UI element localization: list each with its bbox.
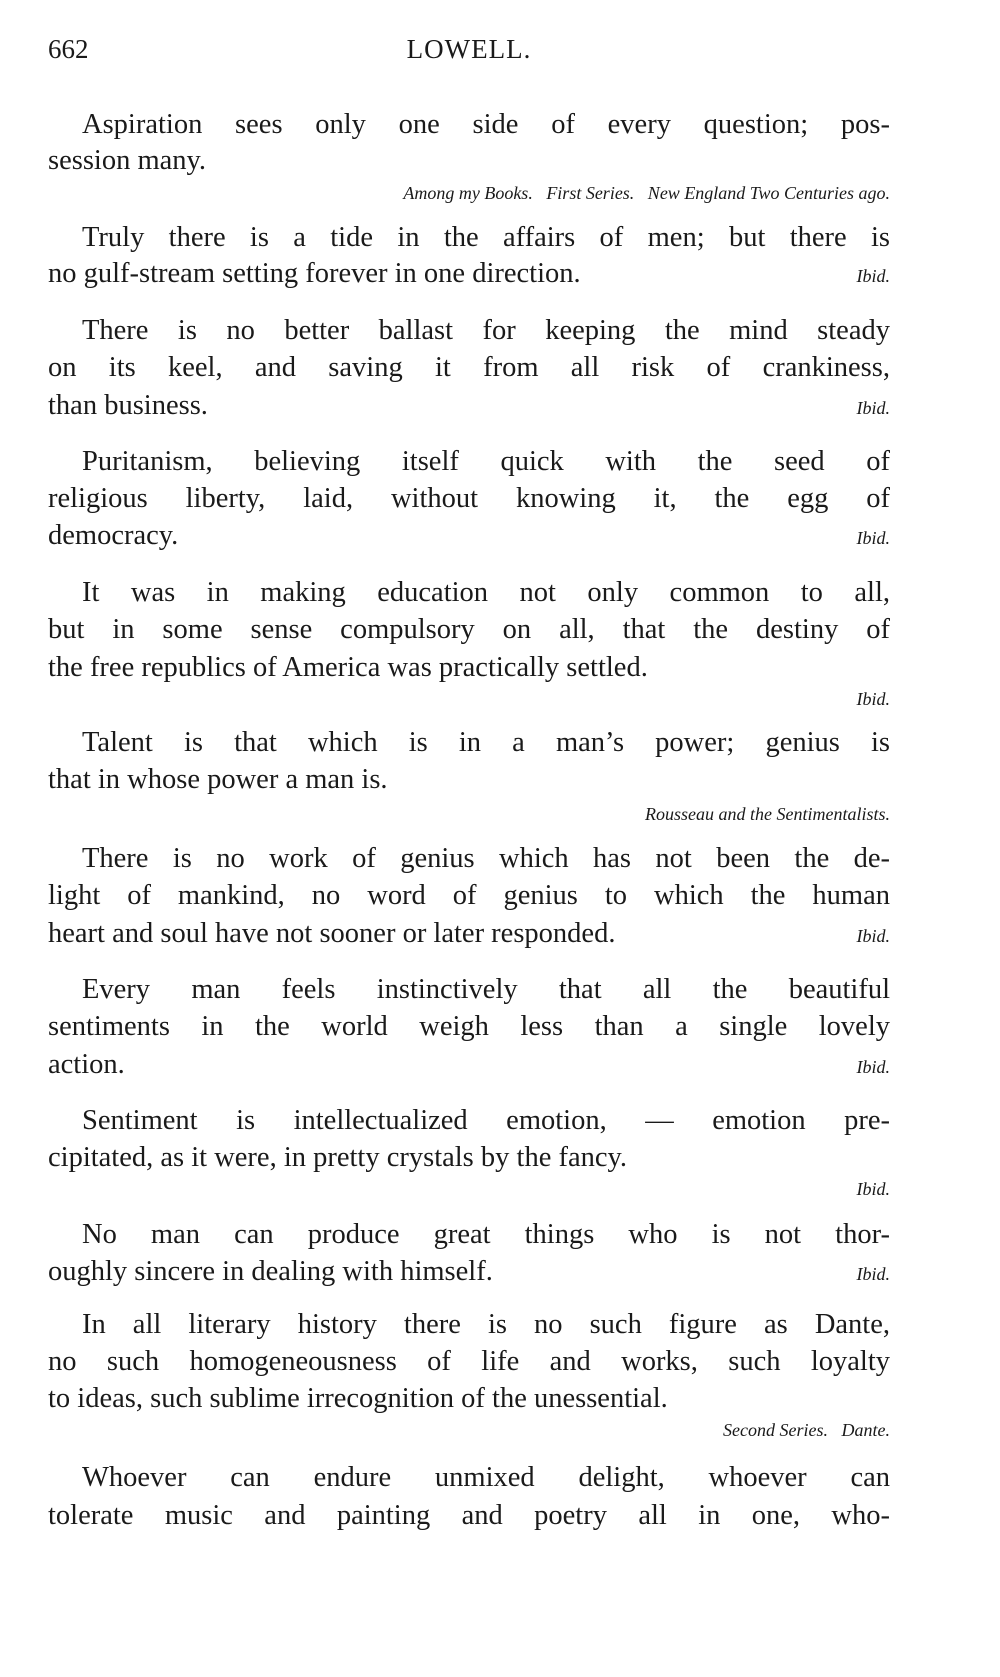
- quote-line: Sentiment is intellectualized emotion, — emotion pre-: [82, 1105, 890, 1136]
- running-title: LOWELL.: [406, 34, 532, 64]
- quote-citation: Ibid.: [856, 1057, 890, 1077]
- quote-line: religious liberty, laid, without knowing it, the egg of: [48, 483, 890, 514]
- quote-line: democracy.: [48, 520, 179, 551]
- quote-line: tolerate music and painting and poetry all in one, who-: [48, 1500, 890, 1531]
- quote-line: Puritanism, believing itself quick with the seed of: [82, 446, 890, 477]
- quote-line: than business.: [48, 390, 208, 421]
- quote-line: Truly there is a tide in the affairs of men; but there is: [82, 222, 890, 253]
- quote-line: on its keel, and saving it from all risk of crankiness,: [48, 352, 890, 383]
- quote-line: In all literary history there is no such figure as Dante,: [82, 1309, 890, 1340]
- quote-line: session many.: [48, 145, 207, 176]
- quote-line: sentiments in the world weigh less than a single lovely: [48, 1011, 890, 1042]
- quote-citation: Second Series. Dante.: [723, 1420, 890, 1440]
- quote-line: heart and soul have not sooner or later responded.: [48, 918, 616, 949]
- quote-line: No man can produce great things who is not thor-: [82, 1219, 890, 1250]
- quote-line: Whoever can endure unmixed delight, whoever can: [82, 1462, 890, 1493]
- quote-line: light of mankind, no word of genius to which the human: [48, 880, 890, 911]
- quote-citation: Ibid.: [856, 926, 890, 946]
- quote-line: that in whose power a man is.: [48, 764, 388, 795]
- quote-citation: Among my Books. First Series. New England Two Centuries ago.: [403, 183, 890, 203]
- quote-line: There is no better ballast for keeping the mind steady: [82, 315, 890, 346]
- quote-line: no gulf-stream setting forever in one direction.: [48, 258, 581, 289]
- page-header: [48, 34, 890, 70]
- quote-line: Aspiration sees only one side of every question; pos-: [82, 109, 890, 140]
- quote-line: to ideas, such sublime irrecognition of the unessential.: [48, 1383, 668, 1414]
- quote-line: Every man feels instinctively that all the beautiful: [82, 974, 890, 1005]
- quote-citation: Ibid.: [856, 1179, 890, 1199]
- quote-line: It was in making education not only common to all,: [82, 577, 890, 608]
- quote-citation: Ibid.: [856, 689, 890, 709]
- page-number: 662: [48, 34, 89, 64]
- quote-line: There is no work of genius which has not been the de-: [82, 843, 890, 874]
- quote-line: the free republics of America was practically settled.: [48, 652, 648, 683]
- quote-line: no such homogeneousness of life and works, such loyalty: [48, 1346, 890, 1377]
- quote-line: cipitated, as it were, in pretty crystals by the fancy.: [48, 1142, 628, 1173]
- quote-line: but in some sense compulsory on all, that the destiny of: [48, 614, 890, 645]
- quote-line: action.: [48, 1049, 125, 1080]
- quote-citation: Ibid.: [856, 266, 890, 286]
- quote-citation: Ibid.: [856, 528, 890, 548]
- quote-citation: Rousseau and the Sentimentalists.: [645, 804, 890, 824]
- quote-citation: Ibid.: [856, 1264, 890, 1284]
- quote-citation: Ibid.: [856, 398, 890, 418]
- quote-line: Talent is that which is in a man’s power; genius is: [82, 727, 890, 758]
- quote-line: oughly sincere in dealing with himself.: [48, 1256, 493, 1287]
